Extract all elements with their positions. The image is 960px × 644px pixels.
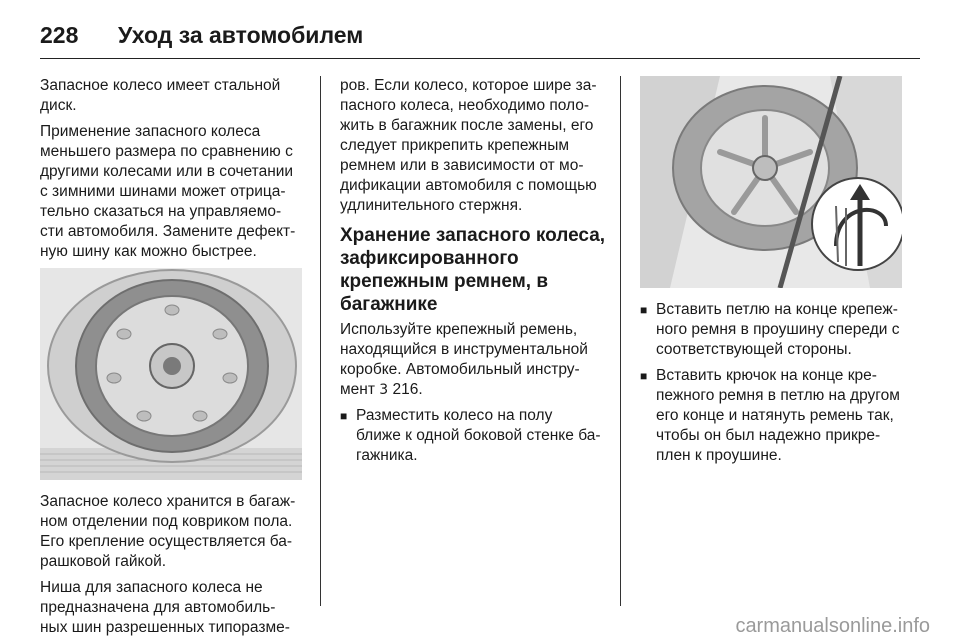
text-line: Ниша для запасного колеса не bbox=[40, 579, 263, 596]
page-reference-icon: 3 bbox=[379, 382, 389, 398]
paragraph-strap-usage bbox=[340, 320, 602, 400]
text-line: гажника. bbox=[356, 447, 418, 464]
text-line: чтобы он был надежно прикре- bbox=[656, 427, 881, 444]
text-line: ном отделении под ковриком пола. bbox=[40, 513, 293, 530]
heading-line: крепежным ремнем, в bbox=[340, 271, 549, 292]
text-line: ближе к одной боковой стенке ба- bbox=[356, 427, 601, 444]
paragraph-spare-well bbox=[40, 578, 302, 638]
bullet-item bbox=[640, 366, 922, 466]
text-line: диск. bbox=[40, 97, 77, 114]
text-line: Его крепление осуществляется ба- bbox=[40, 533, 293, 550]
text-line: другими колесами или в сочетании bbox=[40, 163, 294, 180]
text-line: Запасное колесо хранится в багаж- bbox=[40, 493, 296, 510]
heading-line: Хранение запасного колеса, bbox=[340, 225, 606, 246]
text-line: удлинительного стержня. bbox=[340, 197, 523, 214]
text-line: Вставить петлю на конце крепеж- bbox=[656, 301, 898, 318]
text-line: Используйте крепежный ремень, bbox=[340, 321, 578, 338]
page-reference-link[interactable]: 216. bbox=[392, 381, 423, 398]
text-line: ных шин разрешенных типоразме- bbox=[40, 619, 290, 636]
text-line: соответствующей стороны. bbox=[656, 341, 852, 358]
text-line bbox=[340, 380, 602, 400]
column-1 bbox=[40, 76, 302, 644]
text-line: плен к проушине. bbox=[656, 447, 782, 464]
text-line: меньшего размера по сравнению с bbox=[40, 143, 293, 160]
header-rule bbox=[40, 58, 920, 59]
text-line: Разместить колесо на полу bbox=[356, 407, 553, 424]
bullet-square-icon: ■ bbox=[640, 303, 648, 317]
text-line: пасного колеса, необходимо поло- bbox=[340, 97, 590, 114]
page-number: 228 bbox=[40, 22, 79, 48]
page-header bbox=[40, 22, 920, 62]
bullet-item bbox=[340, 406, 602, 466]
text-line: рашковой гайкой. bbox=[40, 553, 167, 570]
bullet-square-icon: ■ bbox=[640, 369, 648, 383]
text-line: пежного ремня в петлю на другом bbox=[656, 387, 900, 404]
heading-line: багажнике bbox=[340, 294, 438, 315]
bullet-square-icon: ■ bbox=[340, 409, 348, 423]
text-line: ров. Если колесо, которое шире за- bbox=[340, 77, 597, 94]
watermark: carmanualsonline.info bbox=[735, 615, 930, 637]
column-3 bbox=[640, 76, 922, 472]
text-line: жить в багажник после замены, его bbox=[340, 117, 594, 134]
column-divider-2 bbox=[620, 76, 621, 606]
text-line: находящийся в инструментальной bbox=[340, 341, 588, 358]
text-line: Запасное колесо имеет стальной bbox=[40, 77, 281, 94]
spare-wheel-in-trunk-image bbox=[40, 268, 302, 480]
heading-line: зафиксированного bbox=[340, 248, 519, 269]
bullet-item bbox=[640, 300, 922, 360]
text-line: сти автомобиля. Замените дефект- bbox=[40, 223, 296, 240]
chapter-title: Уход за автомобилем bbox=[118, 22, 364, 48]
text-fragment: мент bbox=[340, 381, 375, 398]
text-line: следует прикрепить крепежным bbox=[340, 137, 570, 154]
text-line: его конце и натянуть ремень так, bbox=[656, 407, 894, 424]
section-heading bbox=[340, 224, 606, 316]
text-line: предназначена для автомобиль- bbox=[40, 599, 276, 616]
text-line: с зимними шинами может отрица- bbox=[40, 183, 286, 200]
column-divider-1 bbox=[320, 76, 321, 606]
paragraph-spare-storage bbox=[40, 492, 302, 572]
text-line: коробке. Автомобильный инстру- bbox=[340, 361, 580, 378]
paragraph-wider-wheel bbox=[340, 76, 602, 216]
text-line: дификации автомобиля с помощью bbox=[340, 177, 597, 194]
column-2 bbox=[340, 76, 606, 472]
paragraph-steel-rim bbox=[40, 76, 302, 116]
text-line: ную шину как можно быстрее. bbox=[40, 243, 257, 260]
text-line: Вставить крючок на конце кре- bbox=[656, 367, 877, 384]
paragraph-smaller-spare bbox=[40, 122, 302, 262]
spare-wheel-strap-image bbox=[640, 76, 902, 288]
text-line: ного ремня в проушину спереди с bbox=[656, 321, 900, 338]
text-line: Применение запасного колеса bbox=[40, 123, 261, 140]
text-line: ремнем или в зависимости от мо- bbox=[340, 157, 584, 174]
text-line: тельно сказаться на управляемо- bbox=[40, 203, 282, 220]
